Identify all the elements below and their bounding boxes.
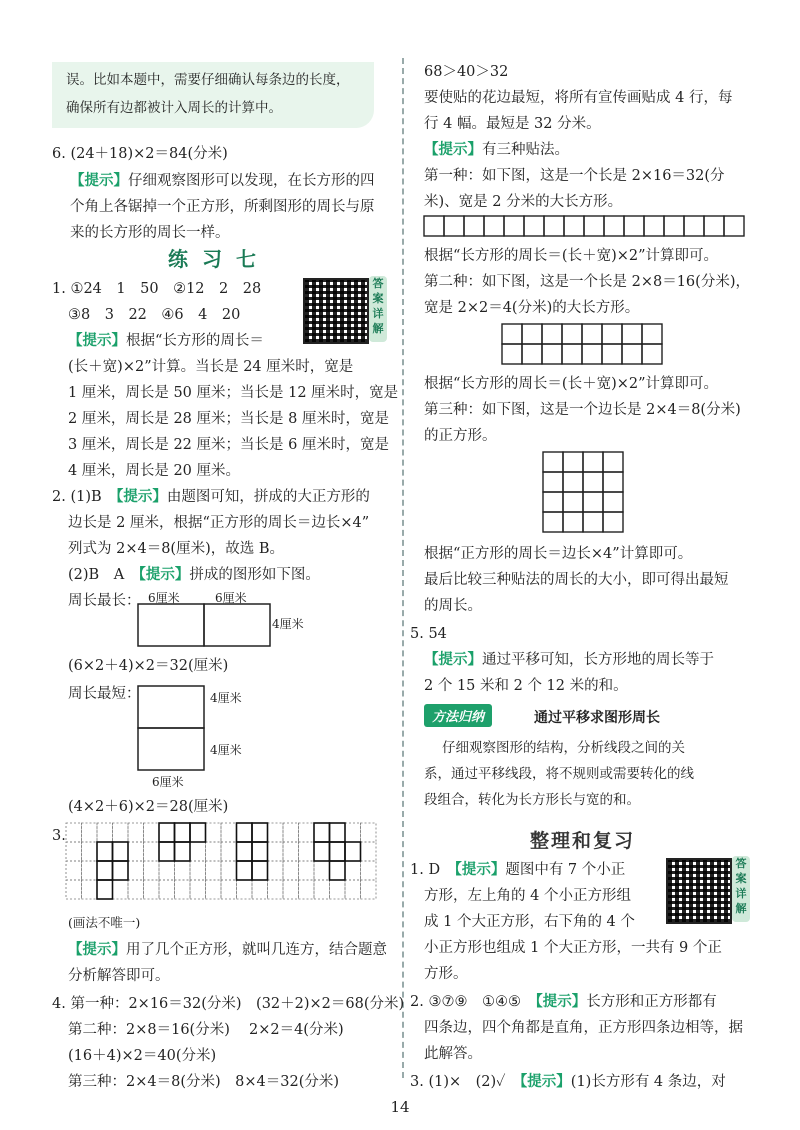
grid-cell bbox=[97, 880, 113, 899]
q6-tip-line-2: 个角上各锯掉一个正方形，所剩图形的周长与原 bbox=[70, 199, 375, 215]
grid-cell bbox=[522, 344, 542, 364]
grid-cell bbox=[252, 823, 268, 842]
grid-cell bbox=[66, 880, 82, 899]
section-title-practice7: 练习七 bbox=[168, 247, 270, 271]
grid-cell bbox=[484, 216, 504, 236]
method3-line-2: 的正方形。 bbox=[424, 428, 497, 444]
grid-cell bbox=[603, 512, 623, 532]
polyomino-cell bbox=[113, 842, 129, 861]
q4-line-2: 第二种：2×8＝16(分米) 2×2＝4(分米) bbox=[68, 1022, 344, 1038]
grid-cell bbox=[175, 842, 191, 861]
dim-label: 6厘米 bbox=[215, 591, 247, 605]
polyomino-cell bbox=[252, 823, 268, 842]
calc-longest: (6×2＋4)×2＝32(厘米) bbox=[68, 658, 229, 674]
grid-cell bbox=[237, 880, 253, 899]
grid-cell bbox=[562, 324, 582, 344]
grid-cell bbox=[268, 861, 284, 880]
tip-label: 【提示】 bbox=[520, 1073, 571, 1090]
grid-cell bbox=[624, 216, 644, 236]
grid-cell bbox=[175, 861, 191, 880]
polyomino-cell bbox=[237, 861, 253, 880]
grid-cell bbox=[424, 216, 444, 236]
grid-cell bbox=[159, 880, 175, 899]
grid-cell bbox=[602, 344, 622, 364]
grid-cell bbox=[622, 324, 642, 344]
grid-cell bbox=[190, 842, 206, 861]
grid-cell bbox=[113, 823, 129, 842]
grid-cell bbox=[97, 842, 113, 861]
grid-cell bbox=[622, 344, 642, 364]
method2-line-1: 第二种：如下图，这是一个长是 2×8＝16(分米)， bbox=[424, 274, 750, 290]
grid-cell bbox=[128, 842, 144, 861]
grid-cell bbox=[268, 823, 284, 842]
dim-label: 4厘米 bbox=[272, 617, 304, 631]
grid-cell bbox=[330, 842, 346, 861]
grid-cell bbox=[314, 861, 330, 880]
grid-cell bbox=[144, 861, 160, 880]
q1-line-1: 1. ①24 1 50 ②12 2 28 bbox=[52, 281, 262, 297]
r2-line-1: 2. ③⑦⑨ ①④⑤ 【提示】长方形和正方形都有 bbox=[410, 993, 717, 1010]
grid-cell bbox=[252, 842, 268, 861]
polyomino-cell bbox=[175, 823, 191, 842]
grid-cell bbox=[583, 492, 603, 512]
dim-label: 4厘米 bbox=[210, 743, 242, 757]
grid-cell bbox=[564, 216, 584, 236]
q5-answer: 5. 54 bbox=[410, 626, 447, 642]
grid-cell bbox=[330, 880, 346, 899]
q2-line-1: 2. (1)B 【提示】由题图可知，拼成的大正方形的 bbox=[52, 488, 370, 505]
q1-tip-line-1 bbox=[68, 331, 264, 351]
grid-cell bbox=[144, 823, 160, 842]
grid-cell bbox=[563, 492, 583, 512]
grid-cell bbox=[268, 842, 284, 861]
grid-cell bbox=[543, 492, 563, 512]
grid-cell bbox=[190, 823, 206, 842]
grid-cell bbox=[724, 216, 744, 236]
qr-code[interactable] bbox=[666, 858, 732, 924]
grid-cell bbox=[664, 216, 684, 236]
grid-cell bbox=[584, 216, 604, 236]
grid-cell bbox=[66, 861, 82, 880]
polyomino-cell bbox=[330, 861, 346, 880]
grid-cell bbox=[524, 216, 544, 236]
comparison: 68＞40＞32 bbox=[424, 64, 509, 80]
q1-line-2: ③8 3 22 ④6 4 20 bbox=[68, 307, 241, 323]
final-line-2: 的周长。 bbox=[424, 598, 482, 614]
grid-cell bbox=[221, 861, 237, 880]
r1-line-3: 成 1 个大正方形，右下角的 4 个 bbox=[424, 914, 635, 930]
grid-cell bbox=[345, 861, 361, 880]
grid-cell bbox=[268, 880, 284, 899]
grid-cell bbox=[544, 216, 564, 236]
grid-cell bbox=[603, 452, 623, 472]
grid-cell bbox=[582, 324, 602, 344]
longest-label: 周长最长： bbox=[68, 593, 141, 609]
qr-tag: 答 案 详 解 bbox=[732, 856, 750, 922]
grid-cell bbox=[504, 216, 524, 236]
tip-label: 【提示】 bbox=[424, 141, 482, 158]
q2-line-3: 列式为 2×4＝8(厘米)，故选 B。 bbox=[68, 541, 285, 557]
polyomino-cell bbox=[237, 842, 253, 861]
dim-label: 6厘米 bbox=[152, 775, 184, 789]
grid-cell bbox=[444, 216, 464, 236]
polyomino-cell bbox=[314, 823, 330, 842]
polyomino-cell bbox=[97, 842, 113, 861]
q4-line-1: 4. 第一种：2×16＝32(分米) (32＋2)×2＝68(分米) bbox=[52, 996, 405, 1012]
grid-cell bbox=[642, 324, 662, 344]
shortest-shape-figure bbox=[138, 686, 208, 776]
method1-line-2: 米)、宽是 2 分米的大长方形。 bbox=[424, 194, 623, 210]
grid-cell bbox=[583, 452, 603, 472]
r3-line-1: 3. (1)× (2)✓ 【提示】(1)长方形有 4 条边，对 bbox=[410, 1073, 726, 1090]
grid-cell bbox=[583, 472, 603, 492]
grid-cell bbox=[345, 842, 361, 861]
dim-label: 4厘米 bbox=[210, 691, 242, 705]
polyomino-cell bbox=[97, 880, 113, 899]
polyomino-cell bbox=[237, 823, 253, 842]
grid-cell bbox=[502, 344, 522, 364]
grid-cell bbox=[583, 512, 603, 532]
grid-cell bbox=[66, 842, 82, 861]
q1-tip-line-5: 3 厘米，周长是 22 厘米；当长是 6 厘米时，宽是 bbox=[68, 437, 389, 453]
grid-cell bbox=[252, 880, 268, 899]
q1-tip-line-6: 4 厘米，周长是 20 厘米。 bbox=[68, 463, 241, 479]
grid-cell bbox=[82, 842, 98, 861]
grid-cell bbox=[221, 823, 237, 842]
final-line-1: 最后比较三种贴法的周长的大小，即可得出最短 bbox=[424, 572, 729, 588]
grid-cell bbox=[113, 842, 129, 861]
grid-cell bbox=[543, 512, 563, 532]
grid-cell bbox=[159, 823, 175, 842]
polyomino-cell bbox=[113, 861, 129, 880]
calc-shortest: (4×2＋6)×2＝28(厘米) bbox=[68, 799, 229, 815]
grid-cell bbox=[221, 880, 237, 899]
grid-cell bbox=[464, 216, 484, 236]
grid-cell bbox=[190, 861, 206, 880]
grid-cell bbox=[237, 823, 253, 842]
grid-cell bbox=[603, 472, 623, 492]
grid-cell bbox=[361, 842, 377, 861]
method3-line-1: 第三种：如下图，这是一个边长是 2×4＝8(分米) bbox=[424, 402, 741, 418]
q1-tip-line-4: 2 厘米，周长是 28 厘米；当长是 8 厘米时，宽是 bbox=[68, 411, 389, 427]
polyomino-cell bbox=[159, 842, 175, 861]
grid-cell bbox=[582, 344, 602, 364]
polyomino-cell bbox=[175, 842, 191, 861]
method-line-3: 段组合，转化为长方形长与宽的和。 bbox=[424, 792, 640, 808]
grid-cell bbox=[542, 324, 562, 344]
grid-cell bbox=[159, 861, 175, 880]
grid-cell bbox=[206, 861, 222, 880]
grid-cell bbox=[144, 880, 160, 899]
grid-cell bbox=[314, 823, 330, 842]
grid-cell bbox=[206, 842, 222, 861]
grid-cell bbox=[113, 861, 129, 880]
method2-formula: 根据“长方形的周长＝(长＋宽)×2”计算即可。 bbox=[424, 376, 719, 392]
grid-cell bbox=[82, 861, 98, 880]
method2-line-2: 宽是 2×2＝4(分米)的大长方形。 bbox=[424, 300, 640, 316]
r1-line-5: 方形。 bbox=[424, 966, 468, 982]
grid-cell bbox=[113, 880, 129, 899]
grid-cell bbox=[66, 823, 82, 842]
polyomino-cell bbox=[330, 842, 346, 861]
grid-cell bbox=[562, 344, 582, 364]
grid-cell bbox=[128, 823, 144, 842]
r1-line-2: 方形，左上角的 4 个小正方形组 bbox=[424, 888, 631, 904]
tip-label: 【提示】 bbox=[116, 488, 167, 505]
method1-formula: 根据“长方形的周长＝(长＋宽)×2”计算即可。 bbox=[424, 248, 719, 264]
grid-cell bbox=[299, 861, 315, 880]
q1-tip-line-3: 1 厘米，周长是 50 厘米；当长是 12 厘米时，宽是 bbox=[68, 385, 399, 401]
method1-line-1: 第一种：如下图，这是一个长是 2×16＝32(分 bbox=[424, 168, 725, 184]
r2-line-3: 此解答。 bbox=[424, 1046, 482, 1062]
grid-cell bbox=[563, 452, 583, 472]
qr-tag: 答 案 详 解 bbox=[369, 276, 387, 342]
grid-cell bbox=[283, 861, 299, 880]
tip-label: 【提示】 bbox=[454, 861, 506, 878]
grid-cell bbox=[361, 880, 377, 899]
grid-cell bbox=[175, 823, 191, 842]
method3-formula: 根据“正方形的周长＝边长×4”计算即可。 bbox=[424, 546, 693, 562]
grid-cell bbox=[299, 880, 315, 899]
grid-cell bbox=[299, 823, 315, 842]
grid-cell bbox=[502, 324, 522, 344]
grid-cell bbox=[330, 861, 346, 880]
grid-cell bbox=[543, 452, 563, 472]
polyomino-cell bbox=[190, 823, 206, 842]
method-title: 通过平移求图形周长 bbox=[534, 710, 660, 726]
q6-answer: 6. (24＋18)×2＝84(分米) bbox=[52, 146, 228, 162]
method1-grid-figure bbox=[424, 216, 748, 240]
grid-cell bbox=[144, 842, 160, 861]
grid-cell bbox=[283, 880, 299, 899]
grid-cell bbox=[175, 880, 191, 899]
shortest-label: 周长最短： bbox=[68, 686, 141, 702]
grid-cell bbox=[97, 861, 113, 880]
q2-line-4: (2)B A 【提示】拼成的图形如下图。 bbox=[68, 566, 320, 583]
grid-cell bbox=[299, 842, 315, 861]
polyomino-cell bbox=[345, 842, 361, 861]
grid-cell bbox=[221, 842, 237, 861]
grid-cell bbox=[82, 880, 98, 899]
tip-text: 仔细观察图形可以发现，在长方形的四 bbox=[128, 173, 375, 189]
tip-text: 根据“长方形的周长＝ bbox=[126, 333, 264, 349]
q2-line-2: 边长是 2 厘米，根据“正方形的周长＝边长×4” bbox=[68, 515, 370, 531]
grid-cell bbox=[206, 880, 222, 899]
polyomino-cell bbox=[159, 823, 175, 842]
grid-cell bbox=[314, 880, 330, 899]
grid-cell bbox=[237, 861, 253, 880]
tip-line: 【提示】有三种贴法。 bbox=[424, 141, 569, 158]
q5-tip-line-1: 【提示】通过平移可知，长方形地的周长等于 bbox=[424, 651, 714, 668]
grid-cell bbox=[604, 216, 624, 236]
tip-label: 【提示】 bbox=[424, 651, 482, 668]
tip-label: 【提示】 bbox=[535, 993, 587, 1010]
method-badge: 方法归纳 bbox=[424, 704, 492, 727]
q3-note: (画法不唯一) bbox=[68, 915, 141, 930]
r1-line-1: 1. D 【提示】题图中有 7 个小正 bbox=[410, 861, 626, 878]
page-number: 14 bbox=[390, 1098, 410, 1116]
grid-cell bbox=[522, 324, 542, 344]
polyomino-cell bbox=[314, 842, 330, 861]
dim-label: 6厘米 bbox=[148, 591, 180, 605]
grid-cell bbox=[563, 512, 583, 532]
q3-tip-line-1: 【提示】用了几个正方形，就叫几连方，结合题意 bbox=[68, 941, 387, 958]
method3-grid-figure bbox=[543, 452, 627, 536]
grid-cell bbox=[644, 216, 664, 236]
r1-line-4: 小正方形也组成 1 个大正方形，一共有 9 个正 bbox=[424, 940, 722, 956]
q3-tip-line-2: 分析解答即可。 bbox=[68, 968, 170, 984]
column-divider bbox=[402, 58, 404, 1078]
q4-line-4: 第三种：2×4＝8(分米) 8×4＝32(分米) bbox=[68, 1074, 340, 1090]
grid-cell bbox=[684, 216, 704, 236]
grid-cell bbox=[542, 344, 562, 364]
grid-cell bbox=[82, 823, 98, 842]
grid-cell bbox=[314, 842, 330, 861]
grid-cell bbox=[283, 842, 299, 861]
r2-line-2: 四条边，四个角都是直角，正方形四条边相等，据 bbox=[424, 1020, 743, 1036]
grid-cell bbox=[602, 324, 622, 344]
method-line-2: 系，通过平移线段，将不规则或需要转化的线 bbox=[424, 766, 694, 782]
grid-cell bbox=[252, 861, 268, 880]
tip-label: 【提示】 bbox=[138, 566, 190, 583]
note-line-1: 误。比如本题中，需要仔细确认每条边的长度， bbox=[66, 72, 350, 88]
grid-cell bbox=[283, 823, 299, 842]
q5-tip-line-2: 2 个 15 米和 2 个 12 米的和。 bbox=[424, 678, 628, 694]
grid-cell bbox=[563, 472, 583, 492]
method-line-1: 仔细观察图形的结构，分析线段之间的关 bbox=[442, 740, 685, 756]
polyomino-cell bbox=[252, 842, 268, 861]
grid-cell bbox=[190, 880, 206, 899]
grid-cell bbox=[128, 880, 144, 899]
section-title-review: 整理和复习 bbox=[530, 830, 636, 852]
q6-tip-line-3: 来的长方形的周长一样。 bbox=[70, 225, 230, 241]
note-line-2: 确保所有边都被计入周长的计算中。 bbox=[66, 100, 282, 116]
grid-cell bbox=[704, 216, 724, 236]
polyomino-cell bbox=[252, 861, 268, 880]
grid-cell bbox=[128, 861, 144, 880]
grid-cell bbox=[237, 842, 253, 861]
q1-tip-line-2: (长＋宽)×2”计算。当长是 24 厘米时，宽是 bbox=[68, 359, 354, 375]
q4-line-3: (16＋4)×2＝40(分米) bbox=[68, 1048, 217, 1064]
longest-shape-figure bbox=[138, 604, 278, 648]
tip-label: 【提示】 bbox=[68, 941, 126, 958]
grid-cell bbox=[345, 880, 361, 899]
grid-cell bbox=[97, 823, 113, 842]
conclusion-line-1: 要使贴的花边最短，将所有宣传画贴成 4 行，每 bbox=[424, 90, 733, 106]
polyomino-cell bbox=[330, 823, 346, 842]
q6-tip-line-1 bbox=[70, 171, 375, 191]
grid-cell bbox=[361, 861, 377, 880]
tip-label: 【提示】 bbox=[70, 172, 128, 189]
grid-cell bbox=[206, 823, 222, 842]
q3-number: 3. bbox=[52, 828, 66, 844]
grid-cell bbox=[642, 344, 662, 364]
grid-cell bbox=[361, 823, 377, 842]
grid-cell bbox=[159, 842, 175, 861]
polyomino-grid-figure bbox=[66, 823, 384, 903]
grid-cell bbox=[543, 472, 563, 492]
grid-cell bbox=[330, 823, 346, 842]
grid-cell bbox=[603, 492, 623, 512]
conclusion-line-2: 行 4 幅。最短是 32 分米。 bbox=[424, 116, 601, 132]
method2-grid-figure bbox=[502, 324, 666, 368]
tip-label: 【提示】 bbox=[68, 332, 126, 349]
polyomino-cell bbox=[97, 861, 113, 880]
qr-code[interactable] bbox=[303, 278, 369, 344]
grid-cell bbox=[345, 823, 361, 842]
